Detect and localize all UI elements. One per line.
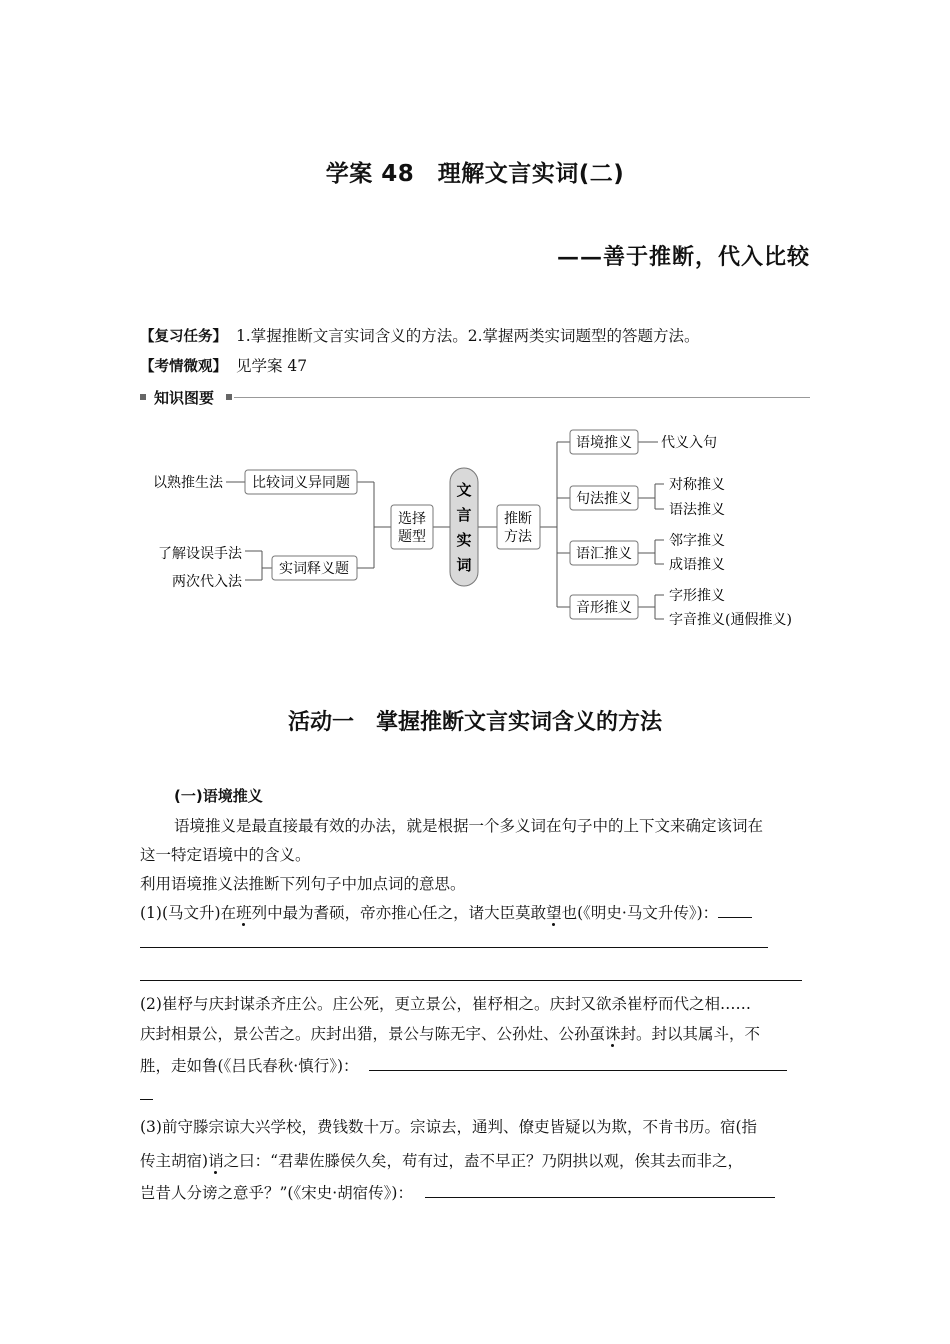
item-label: 句法推义: [576, 491, 632, 507]
question-2-line2: [140, 1020, 812, 1049]
branch-node-text: 推断: [504, 511, 532, 527]
page-subtitle: ——善于推断，代入比较: [556, 244, 810, 270]
review-task-label: 【复习任务】: [140, 329, 227, 345]
knowledge-map-diagram: [0, 420, 950, 640]
center-text: 言: [456, 506, 472, 524]
knowledge-map-heading: [140, 385, 810, 411]
center-text: 词: [456, 556, 472, 574]
item-label: 音形推义: [576, 600, 632, 616]
answer-blank[interactable]: [369, 1056, 787, 1071]
detail-text: 代义入句: [661, 435, 717, 451]
dotted-word: 班: [236, 904, 252, 922]
heading-divider: [234, 397, 810, 398]
intro-line: 这一特定语境中的含义。: [140, 846, 311, 864]
section-title: (一)语境推义: [174, 787, 263, 805]
answer-blank-line[interactable]: [140, 980, 802, 981]
q2-text: 庆封相景公，景公苦之。庆封出猎，景公与陈无宇、公孙灶、公孙虿: [140, 1025, 606, 1043]
method-text: 以熟推生法: [153, 475, 223, 491]
method-text: 两次代入法: [172, 574, 242, 590]
branch-node-text: 方法: [504, 529, 532, 545]
dotted-word: 望: [546, 904, 562, 922]
detail-text: 语法推义: [669, 502, 725, 518]
question-2-line3: [140, 1052, 812, 1081]
dotted-word: 诛: [605, 1025, 621, 1043]
method-text: 了解设误手法: [158, 546, 242, 562]
item-label: 语汇推义: [576, 546, 632, 562]
q1-text: (1)(马文升)在: [140, 904, 237, 922]
item-label: 实词释义题: [279, 561, 349, 577]
question-1: [140, 899, 812, 928]
review-task: [140, 325, 810, 348]
q3-text: 岂昔人分谤之意乎？”(《宋史·胡宿传》)：: [140, 1184, 413, 1202]
square-bullet-icon: [226, 394, 232, 400]
q1-text: 也(《明史·马文升传》)：: [561, 904, 719, 922]
q3-text: 之曰：“君辈佐滕侯久矣，苟有过，盍不早正？乃阴拱以观，俟其去而非之，: [223, 1152, 744, 1170]
center-text: 文: [456, 481, 472, 499]
question-3-line3: [140, 1179, 812, 1208]
exam-text: 见学案 47: [235, 357, 308, 375]
answer-blank-line[interactable]: [140, 947, 768, 948]
exam-overview: [140, 355, 810, 378]
item-label: 语境推义: [576, 435, 632, 451]
dotted-word: 诮: [208, 1152, 224, 1170]
center-text: 实: [456, 531, 472, 549]
answer-blank[interactable]: [718, 903, 752, 918]
page-title: 学案 48 理解文言实词(二): [325, 161, 625, 187]
answer-blank-line[interactable]: [140, 1099, 153, 1100]
branch-node-text: 题型: [398, 529, 426, 545]
exam-label: 【考情微观】: [140, 359, 227, 375]
question-2-line1: (2)崔杼与庆封谋杀齐庄公。庄公死，更立景公，崔杼相之。庆封又欲杀崔杼而代之相……: [140, 995, 751, 1013]
detail-text: 对称推义: [669, 477, 725, 493]
question-3-line2: [140, 1147, 812, 1176]
detail-text: 邻字推义: [669, 533, 725, 549]
q2-text: 封。封以其属斗，不: [620, 1025, 761, 1043]
instruction: 利用语境推义法推断下列句子中加点词的意思。: [140, 875, 466, 893]
q2-text: 胜，走如鲁(《吕氏春秋·慎行》)：: [140, 1057, 359, 1075]
knowledge-map-label: 知识图要: [154, 389, 215, 407]
q3-text: 传主胡宿): [140, 1152, 209, 1170]
question-3-line1: (3)前守滕宗谅大兴学校，费钱数十万。宗谅去，通判、僚吏皆疑以为欺，不肯书历。宿(指: [140, 1118, 758, 1136]
review-task-text: 1.掌握推断文言实词含义的方法。2.掌握两类实词题型的答题方法。: [235, 327, 700, 345]
detail-text: 字音推义(通假推义): [669, 612, 792, 628]
detail-text: 字形推义: [669, 588, 725, 604]
branch-node-text: 选择: [398, 511, 426, 527]
detail-text: 成语推义: [669, 557, 725, 573]
activity-title: 活动一 掌握推断文言实词含义的方法: [287, 710, 662, 735]
q1-text: 列中最为耆硕，帝亦推心任之，诸大臣莫敢: [251, 904, 547, 922]
square-bullet-icon: [140, 394, 146, 400]
answer-blank[interactable]: [425, 1183, 775, 1198]
intro-line: 语境推义是最直接最有效的办法，就是根据一个多义词在句子中的上下文来确定该词在: [174, 817, 764, 835]
item-label: 比较词义异同题: [252, 475, 350, 491]
